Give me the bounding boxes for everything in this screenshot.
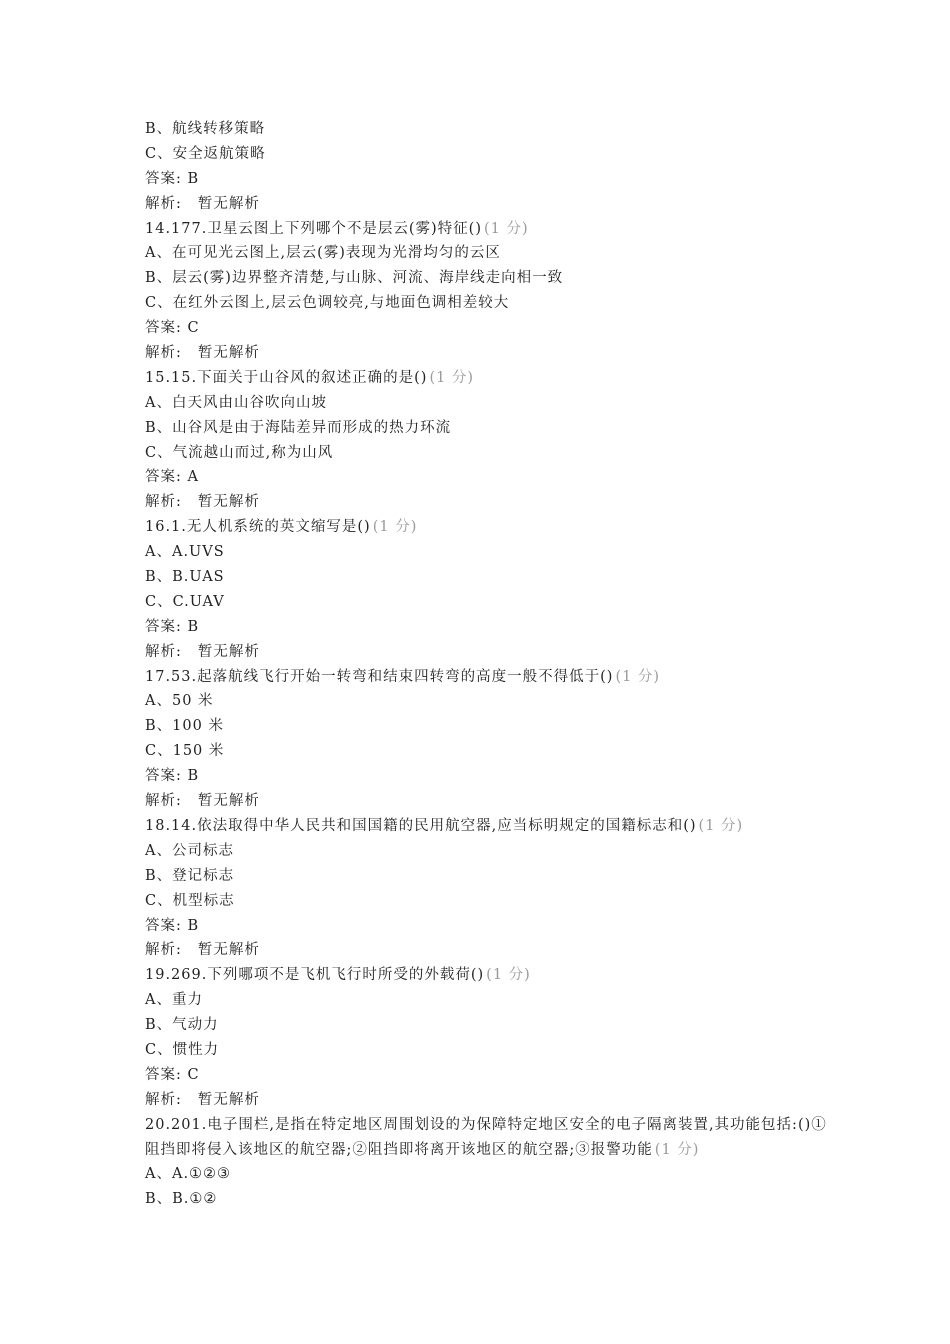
option-line: B、B.UAS bbox=[145, 569, 225, 586]
question-score: (1 分) bbox=[483, 220, 529, 237]
answer-line bbox=[145, 615, 835, 640]
option-line: B、登记标志 bbox=[145, 867, 235, 884]
option-line: C、机型标志 bbox=[145, 892, 235, 909]
option-line: A、在可见光云图上,层云(雾)表现为光滑均匀的云区 bbox=[145, 245, 501, 262]
answer-value: B bbox=[187, 170, 200, 187]
question-score: (1 分) bbox=[372, 519, 418, 536]
answer-value: C bbox=[187, 1066, 200, 1083]
analysis-value: 暂无解析 bbox=[197, 494, 260, 511]
question-title bbox=[145, 1113, 835, 1163]
analysis-line bbox=[145, 341, 835, 366]
analysis-value: 暂无解析 bbox=[197, 793, 260, 810]
answer-label: 答案: bbox=[145, 917, 182, 934]
question-score: (1 分) bbox=[698, 817, 744, 834]
question-title bbox=[145, 814, 835, 839]
option-line: C、惯性力 bbox=[145, 1041, 220, 1058]
option-line: B、航线转移策略 bbox=[145, 121, 266, 137]
answer-line bbox=[145, 167, 835, 192]
option-line: C、150 米 bbox=[145, 743, 225, 760]
question-title bbox=[145, 665, 835, 690]
question-text: 19.269.下列哪项不是飞机飞行时所受的外载荷() bbox=[145, 967, 485, 984]
answer-value: B bbox=[187, 618, 200, 635]
answer-line bbox=[145, 914, 835, 939]
analysis-line bbox=[145, 789, 835, 814]
answer-label: 答案: bbox=[145, 170, 182, 187]
analysis-label: 解析: bbox=[145, 643, 182, 660]
option-line: A、公司标志 bbox=[145, 842, 234, 859]
answer-label: 答案: bbox=[145, 320, 182, 337]
question-score: (1 分) bbox=[429, 369, 475, 386]
answer-value: A bbox=[187, 469, 199, 486]
option-line: A、50 米 bbox=[145, 693, 214, 710]
analysis-label: 解析: bbox=[145, 793, 182, 810]
question-text: 15.15.下面关于山谷风的叙述正确的是() bbox=[145, 369, 428, 386]
analysis-label: 解析: bbox=[145, 494, 182, 511]
question-text: 20.201.电子围栏,是指在特定地区周围划设的为保障特定地区安全的电子隔离装置,其功能包括:()①阻挡即将侵入该地区的航空器;②阻挡即将离开该地区的航空器;③报警功能 bbox=[145, 1116, 827, 1158]
analysis-label: 解析: bbox=[145, 345, 182, 362]
analysis-label: 解析: bbox=[145, 942, 182, 959]
analysis-line bbox=[145, 490, 835, 515]
option-line: B、100 米 bbox=[145, 718, 224, 735]
question-title bbox=[145, 217, 835, 242]
answer-label: 答案: bbox=[145, 618, 182, 635]
question-score: (1 分) bbox=[654, 1141, 700, 1158]
analysis-line bbox=[145, 640, 835, 665]
analysis-line bbox=[145, 192, 835, 217]
option-line: A、白天风由山谷吹向山坡 bbox=[145, 394, 327, 411]
analysis-line bbox=[145, 938, 835, 963]
analysis-value: 暂无解析 bbox=[197, 345, 260, 362]
answer-line bbox=[145, 1063, 835, 1088]
option-line: A、A.①②③ bbox=[145, 1166, 232, 1183]
answer-value: B bbox=[187, 768, 200, 785]
question-text: 18.14.依法取得中华人民共和国国籍的民用航空器,应当标明规定的国籍标志和() bbox=[145, 817, 697, 834]
question-title bbox=[145, 963, 835, 988]
option-line: C、C.UAV bbox=[145, 593, 225, 610]
answer-label: 答案: bbox=[145, 768, 182, 785]
answer-value: C bbox=[187, 320, 200, 337]
option-line: A、重力 bbox=[145, 992, 203, 1009]
question-score: (1 分) bbox=[615, 668, 661, 685]
option-line: B、B.①② bbox=[145, 1191, 218, 1208]
option-line: B、山谷风是由于海陆差异而形成的热力环流 bbox=[145, 419, 452, 436]
question-title bbox=[145, 366, 835, 391]
option-line: C、气流越山而过,称为山风 bbox=[145, 444, 334, 461]
analysis-value: 暂无解析 bbox=[197, 643, 260, 660]
question-score: (1 分) bbox=[486, 967, 531, 984]
answer-line bbox=[145, 465, 835, 490]
option-line: B、层云(雾)边界整齐清楚,与山脉、河流、海岸线走向相一致 bbox=[145, 270, 564, 287]
question-text: 14.177.卫星云图上下列哪个不是层云(雾)特征() bbox=[145, 220, 482, 237]
answer-value: B bbox=[187, 917, 200, 934]
question-title bbox=[145, 515, 835, 540]
option-line: C、安全返航策略 bbox=[145, 145, 266, 162]
analysis-value: 暂无解析 bbox=[197, 1091, 260, 1108]
analysis-label: 解析: bbox=[145, 1091, 182, 1108]
option-line: B、气动力 bbox=[145, 1017, 219, 1034]
answer-label: 答案: bbox=[145, 469, 182, 486]
question-text: 17.53.起落航线飞行开始一转弯和结束四转弯的高度一般不得低于() bbox=[145, 668, 614, 685]
analysis-value: 暂无解析 bbox=[197, 195, 260, 212]
answer-line bbox=[145, 764, 835, 789]
analysis-label: 解析: bbox=[145, 195, 182, 212]
analysis-value: 暂无解析 bbox=[197, 942, 260, 959]
answer-label: 答案: bbox=[145, 1066, 182, 1083]
analysis-line bbox=[145, 1088, 835, 1113]
question-text: 16.1.无人机系统的英文缩写是() bbox=[145, 519, 371, 536]
answer-line bbox=[145, 316, 835, 341]
option-line: C、在红外云图上,层云色调较亮,与地面色调相差较大 bbox=[145, 295, 510, 312]
option-line: A、A.UVS bbox=[145, 544, 225, 561]
question-list bbox=[145, 117, 835, 1212]
